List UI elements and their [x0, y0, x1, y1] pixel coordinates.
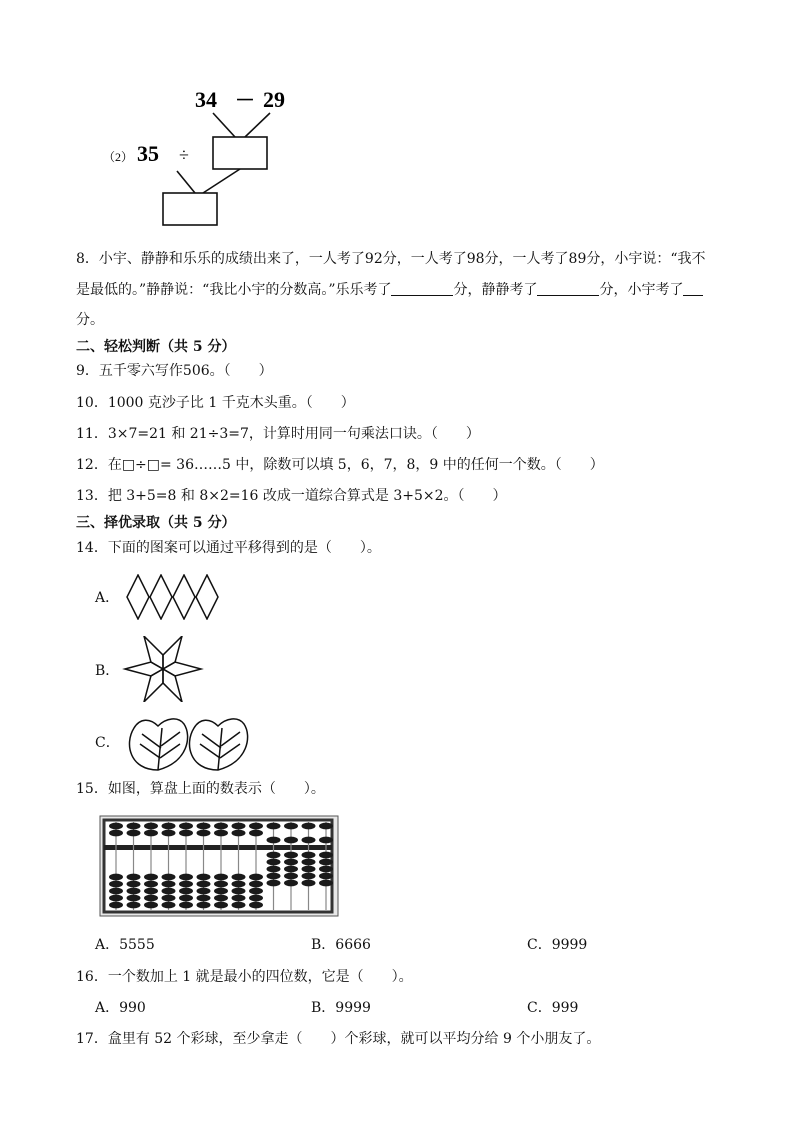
- abacus-bead: [232, 830, 246, 837]
- q7-top-left-number: 34: [195, 87, 217, 112]
- abacus-bead: [144, 902, 158, 909]
- q8-line2-text-a: 是最低的。”静静说：“我比小宇的分数高。”乐乐考了: [76, 282, 392, 298]
- abacus-bead: [249, 881, 263, 888]
- abacus-bead: [232, 874, 246, 881]
- q8-blank-xiaoyu[interactable]: [683, 281, 703, 296]
- abacus-bead: [109, 830, 123, 837]
- abacus-bead: [302, 880, 316, 887]
- abacus-bead: [162, 888, 176, 895]
- abacus-bead: [302, 823, 316, 830]
- abacus-bead: [162, 902, 176, 909]
- abacus-bead: [267, 852, 281, 859]
- abacus-bead: [179, 874, 193, 881]
- abacus-bead: [214, 830, 228, 837]
- q7-connector-bottom-left: [177, 171, 195, 193]
- q7-connector-left: [213, 113, 235, 137]
- abacus-bead: [109, 874, 123, 881]
- abacus-bead: [284, 866, 298, 873]
- abacus-bead: [127, 830, 141, 837]
- abacus-bead: [144, 881, 158, 888]
- abacus-bead: [232, 881, 246, 888]
- abacus-bead: [284, 873, 298, 880]
- abacus-bead: [284, 852, 298, 859]
- q8-line3-text: 分。: [76, 312, 104, 328]
- q7-part2-diagram: [95, 85, 315, 235]
- q8-line2: [76, 281, 703, 299]
- abacus-bead: [284, 880, 298, 887]
- abacus-bead: [127, 902, 141, 909]
- abacus-bead: [162, 895, 176, 902]
- abacus-bead: [109, 888, 123, 895]
- abacus-bead: [267, 859, 281, 866]
- q14-option-a-label[interactable]: A．: [95, 590, 120, 606]
- abacus-bead: [179, 895, 193, 902]
- abacus-bead: [214, 902, 228, 909]
- abacus-bead: [127, 823, 141, 830]
- abacus-bead: [179, 830, 193, 837]
- abacus-bead: [162, 881, 176, 888]
- abacus-bead: [319, 859, 333, 866]
- abacus-bead: [267, 880, 281, 887]
- q7-part-label: （2）: [103, 150, 134, 164]
- abacus-bead: [197, 881, 211, 888]
- q14-option-b-label[interactable]: B．: [95, 663, 120, 679]
- q8-line1-text: 8．小宇、静静和乐乐的成绩出来了，一人考了92分，一人考了98分，一人考了89分，小宇说：“我不: [76, 251, 706, 267]
- abacus-bead: [197, 902, 211, 909]
- abacus-bead: [249, 823, 263, 830]
- q8-blank-leile[interactable]: [391, 281, 453, 296]
- abacus-bead: [267, 823, 281, 830]
- q8-line2-text-c: 分，小宇考了: [599, 282, 684, 298]
- abacus-bead: [249, 888, 263, 895]
- abacus-bead: [302, 859, 316, 866]
- abacus-bead: [144, 874, 158, 881]
- abacus-bead: [267, 873, 281, 880]
- q13-item: 13．把 3+5=8 和 8×2=16 改成一道综合算式是 3+5×2。（ ）: [76, 488, 507, 504]
- q16-option-b[interactable]: B．9999: [311, 1000, 371, 1016]
- abacus-bead: [197, 874, 211, 881]
- q14-stem: 14．下面的图案可以通过平移得到的是（ ）。: [76, 540, 381, 556]
- section2-heading: 二、轻松判断（共 5 分）: [76, 339, 236, 355]
- q15-option-b[interactable]: B．6666: [311, 937, 371, 953]
- six-petal-star-figure-icon: [122, 636, 204, 702]
- abacus-bead: [284, 837, 298, 844]
- q17-stem: 17．盒里有 52 个彩球，至少拿走（ ）个彩球，就可以平均分给 9 个小朋友了。: [76, 1031, 601, 1047]
- abacus-bead: [232, 888, 246, 895]
- q12-item: 12．在□÷□= 36……5 中，除数可以填 5，6，7，8，9 中的任何一个数。（ ）: [76, 457, 604, 473]
- abacus-bead: [127, 874, 141, 881]
- q9-item: 9．五千零六写作506。（ ）: [76, 363, 273, 379]
- abacus-bead: [197, 823, 211, 830]
- q8-line2-text-b: 分，静静考了: [453, 282, 538, 298]
- abacus-bead: [232, 823, 246, 830]
- q7-top-right-number: 29: [263, 87, 285, 112]
- abacus-bead: [127, 888, 141, 895]
- abacus-bead: [127, 881, 141, 888]
- q7-tree-diagram-svg: [95, 85, 315, 235]
- abacus-bead: [214, 895, 228, 902]
- q11-item: 11．3×7=21 和 21÷3=7，计算时用同一句乘法口诀。（ ）: [76, 426, 480, 442]
- abacus-bead: [319, 837, 333, 844]
- q16-stem: 16．一个数加上 1 就是最小的四位数，它是（ ）。: [76, 969, 413, 985]
- abacus-bead: [284, 859, 298, 866]
- abacus-bead: [144, 888, 158, 895]
- section3-heading: 三、择优录取（共 5 分）: [76, 515, 236, 531]
- abacus-bead: [267, 837, 281, 844]
- abacus-bead: [162, 874, 176, 881]
- abacus-bead: [319, 873, 333, 880]
- q8-line1: [76, 250, 706, 268]
- abacus-bead: [249, 874, 263, 881]
- abacus-bead: [214, 823, 228, 830]
- abacus-bead: [109, 823, 123, 830]
- abacus-bead: [109, 902, 123, 909]
- q14-option-c-label[interactable]: C．: [95, 735, 120, 751]
- abacus-bead: [319, 852, 333, 859]
- abacus-bead: [179, 888, 193, 895]
- abacus-bead: [249, 830, 263, 837]
- abacus-bead: [232, 902, 246, 909]
- abacus-bead: [179, 881, 193, 888]
- abacus-bead: [197, 830, 211, 837]
- abacus-bead: [232, 895, 246, 902]
- abacus-bead: [109, 895, 123, 902]
- abacus-bead: [284, 823, 298, 830]
- q7-left-operator: ÷: [179, 145, 189, 165]
- q7-top-operator: －: [235, 90, 255, 112]
- abacus-bead: [144, 830, 158, 837]
- abacus-bead: [319, 880, 333, 887]
- q15-option-a[interactable]: A．5555: [95, 937, 155, 953]
- abacus-bead: [109, 881, 123, 888]
- abacus-bead: [319, 823, 333, 830]
- abacus-bead: [162, 823, 176, 830]
- q7-answer-box-bottom[interactable]: [163, 193, 217, 225]
- abacus-bead: [249, 895, 263, 902]
- abacus-bead: [249, 902, 263, 909]
- abacus-bead: [179, 902, 193, 909]
- q15-option-c[interactable]: C．9999: [527, 937, 588, 953]
- abacus-figure-icon: [99, 815, 339, 917]
- q8-blank-jingjing[interactable]: [537, 281, 599, 296]
- abacus-bead: [144, 895, 158, 902]
- q7-answer-box-top[interactable]: [213, 137, 267, 169]
- abacus-bead: [162, 830, 176, 837]
- abacus-bead: [302, 837, 316, 844]
- abacus-bead: [302, 873, 316, 880]
- q8-line3: [76, 311, 104, 329]
- two-leaves-figure-icon: [126, 714, 252, 772]
- abacus-bead: [144, 823, 158, 830]
- abacus-bead: [302, 852, 316, 859]
- q16-option-c[interactable]: C．999: [527, 1000, 579, 1016]
- abacus-bead: [179, 823, 193, 830]
- abacus-bead: [214, 881, 228, 888]
- abacus-bead: [302, 866, 316, 873]
- q7-connector-right: [245, 113, 270, 137]
- abacus-bead: [197, 888, 211, 895]
- abacus-bead: [214, 888, 228, 895]
- abacus-bead: [197, 895, 211, 902]
- q7-connector-bottom-right: [203, 169, 240, 193]
- abacus-bead: [127, 895, 141, 902]
- q10-item: 10．1000 克沙子比 1 千克木头重。（ ）: [76, 395, 355, 411]
- q7-left-number: 35: [137, 141, 159, 166]
- abacus-bead: [319, 866, 333, 873]
- abacus-bead: [267, 866, 281, 873]
- four-diamonds-figure-icon: [126, 574, 222, 620]
- q15-stem: 15．如图，算盘上面的数表示（ ）。: [76, 781, 325, 797]
- q16-option-a[interactable]: A．990: [95, 1000, 146, 1016]
- abacus-bead: [214, 874, 228, 881]
